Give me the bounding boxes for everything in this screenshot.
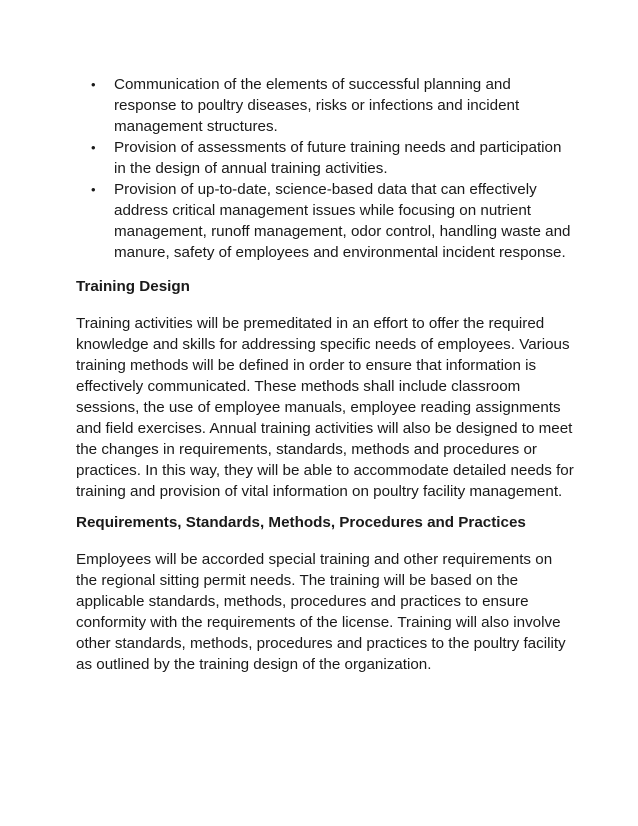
bullet-text: Provision of assessments of future training needs and participation in the design of annual training activities. [114, 139, 562, 177]
bullet-dot-icon: • [91, 182, 96, 197]
bullet-item-science-data [76, 179, 576, 263]
bullet-item-communication [76, 74, 576, 137]
bullet-text: Provision of up-to-date, science-based data that can effectively address critical management issues while focusing on nutrient management, runoff management, odor control, handling waste and manure, safety of employees and environmental incident response. [114, 181, 571, 261]
bullet-dot-icon: • [91, 140, 96, 155]
paragraph-requirements: Employees will be accorded special training and other requirements on the regional sitting permit needs. The training will be based on the applicable standards, methods, procedures and practices to ensure conformity with the requirements of the license. Training will also involve other standards, methods, procedures and practices to the poultry facility as outlined by the training design of the organization. [76, 551, 566, 673]
heading-requirements: Requirements, Standards, Methods, Procedures and Practices [76, 514, 526, 531]
page-content [76, 74, 576, 675]
bullet-text: Communication of the elements of successful planning and response to poultry diseases, risks or infections and incident management structures. [114, 76, 520, 135]
bullet-dot-icon: • [91, 77, 96, 92]
bullet-item-assessments [76, 137, 576, 179]
bullet-list [76, 74, 576, 263]
heading-training-design: Training Design [76, 278, 190, 295]
paragraph-training-design: Training activities will be premeditated in an effort to offer the required knowledge and skills for addressing specific needs of employees. Various training methods will be defined in order to ensure that information is effectively communicated. These methods shall include classroom sessions, the use of employee manuals, employee reading assignments and field exercises. Annual training activities will also be designed to meet the changes in requirements, standards, methods and procedures or practices. In this way, they will be able to accommodate detailed needs for training and provision of vital information on poultry facility management. [76, 315, 574, 500]
